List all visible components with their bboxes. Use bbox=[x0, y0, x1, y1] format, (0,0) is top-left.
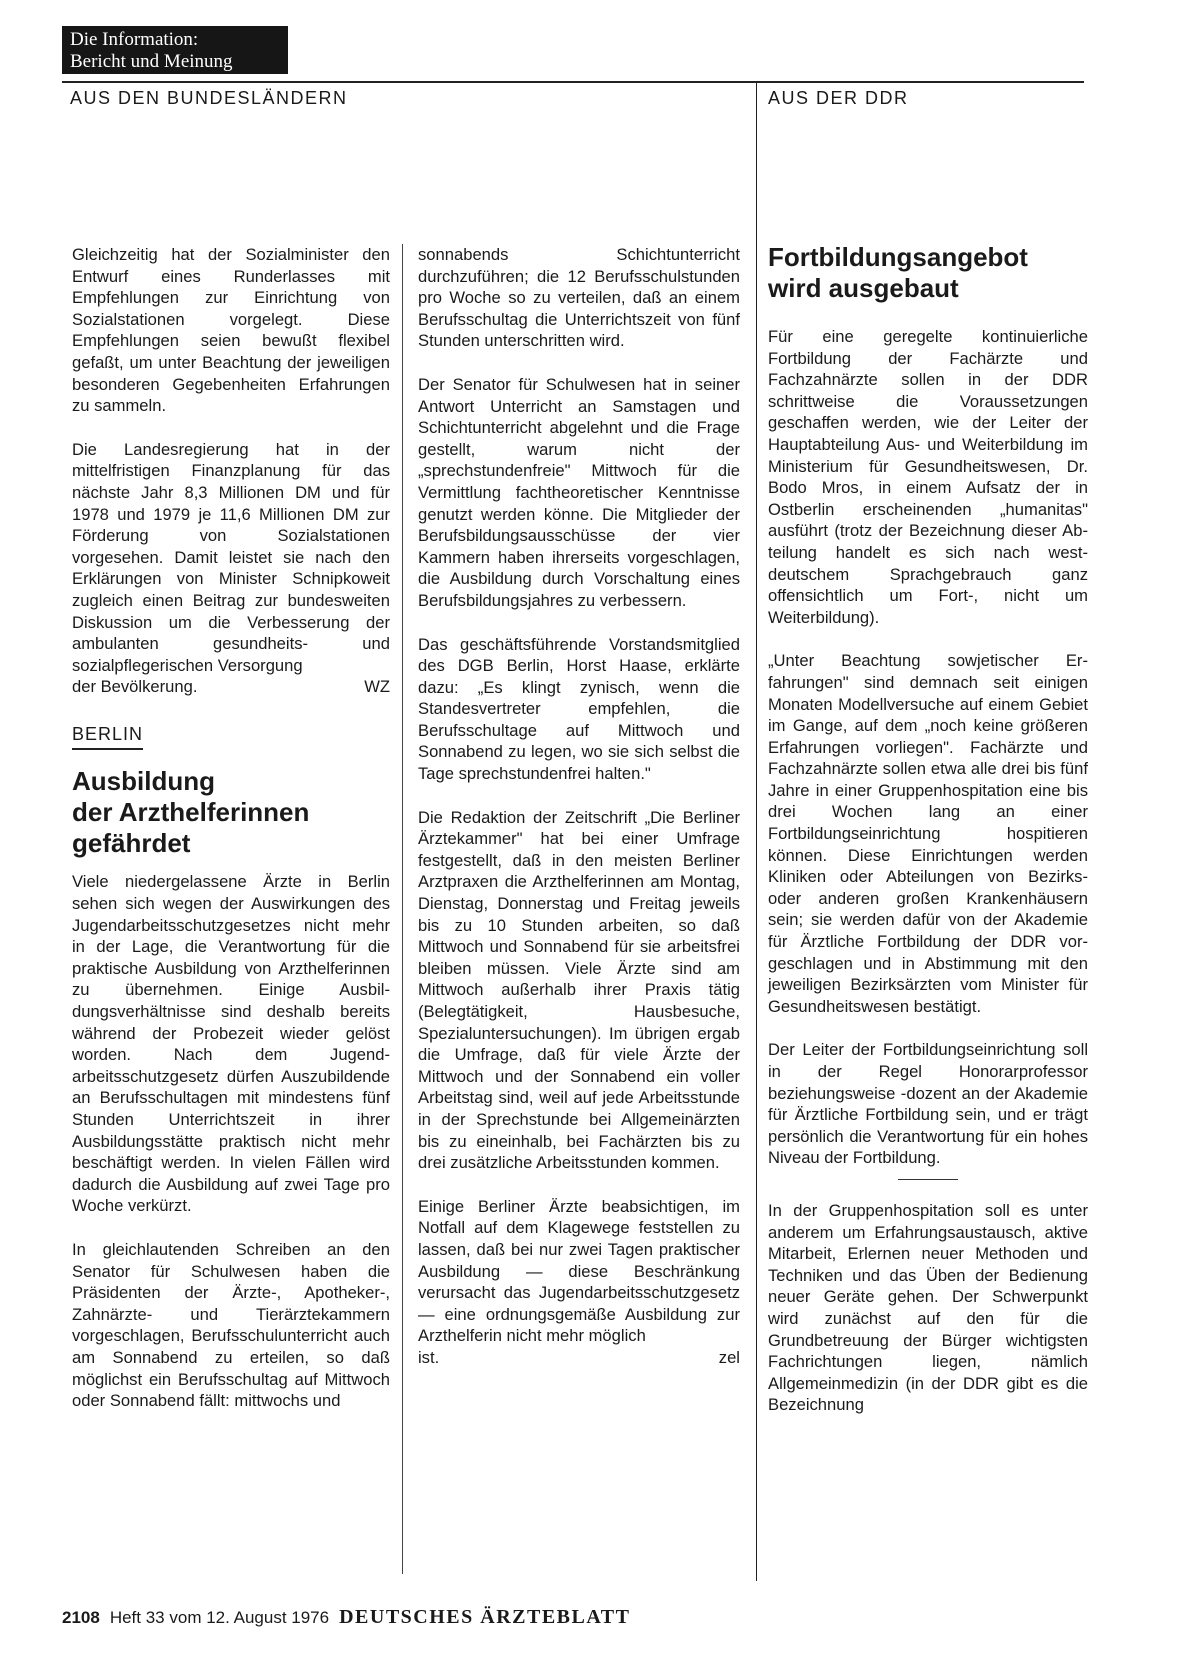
section-label-ddr: AUS DER DDR bbox=[768, 88, 909, 108]
paragraph: In der Gruppenhospitation soll es unter anderem um Erfahrungsaustausch, aktive Mitarbeit, Erlernen neuer Methoden und Techniken und das Üben der Bedienung neuer Geräte gehen. Der Schwerpunkt wird zunächst auf den für die Grundbetreuung der Bürger wichtigsten Fachrichtungen liegen, nämlich Allgemeinmedizin (in der DDR gibt es die Bezeichnung bbox=[768, 1200, 1088, 1415]
paragraph-closing-line bbox=[418, 1347, 740, 1369]
paragraph bbox=[72, 439, 390, 677]
article-headline-arzthelferinnen bbox=[72, 766, 390, 859]
article-headline-fortbildung bbox=[768, 242, 1088, 304]
headline-line: gefährdet bbox=[72, 828, 191, 859]
paragraph-separator bbox=[898, 1179, 958, 1180]
author-initials: WZ bbox=[364, 677, 390, 697]
paragraph: In gleichlautenden Schreiben an den Senator für Schulwesen haben die Präsidenten der Ärzte-, Apotheker-, Zahnärzte- und Tierärztekammern vorgeschlagen, Berufsschulunterricht auch am Sonnabend zu erteilen, so daß möglichst ein Berufsschultag auf Mittwoch oder Sonnabend fällt: mittwochs und bbox=[72, 1239, 390, 1411]
column-3 bbox=[768, 244, 1088, 1438]
top-rule bbox=[62, 81, 1084, 83]
paragraph: „Unter Beachtung sowjetischer Erfahrungen" sind demnach seit einigen Monaten Modellversuche auf einem Gebiet im Gange, auf dem „noch keine größeren Erfahrungen vorliegen". Fachärzte und Fachzahnärzte sollen etwa alle drei bis fünf Jahre in einer Gruppenhospitation eine bis drei Wochen lang an einer Fortbildungseinrichtung hospitieren können. Diese Einrichtungen werden Kliniken oder Abteilungen von Bezirks- oder anderen großen Krankenhäusern sein; sie werden dafür von der Akademie für Ärztliche Fortbildung der DDR vorgeschlagen und in Abstimmung mit den jeweiligen Bezirksärzten vom Minister für Gesundheitswesen bestätigt. bbox=[768, 651, 1088, 1016]
section-label-bundeslaender: AUS DEN BUNDESLÄNDERN bbox=[70, 88, 348, 108]
masthead bbox=[62, 26, 288, 74]
paragraph: Das geschäftsführende Vorstandsmitglied des DGB Berlin, Horst Haase, erklärte dazu: „Es klingt zynisch, wenn die Standesvertreter empfehlen, die Berufsschultage auf Mittwoch und Sonnabend zu legen, wo sie sich selbst die Tage sprechstundenfrei halten." bbox=[418, 634, 740, 784]
issue-info: Heft 33 vom 12. August 1976 bbox=[109, 1608, 330, 1627]
masthead-line-1: Die Information: bbox=[70, 29, 199, 50]
headline-line: wird ausgebaut bbox=[768, 273, 959, 303]
column-divider-middle bbox=[402, 244, 403, 1574]
column-divider-ddr bbox=[756, 81, 757, 1581]
paragraph-closing-line bbox=[72, 676, 390, 698]
paragraph-last-words: der Bevölkerung. bbox=[72, 677, 198, 697]
column-2 bbox=[418, 244, 740, 1369]
headline-line: der Arzthelferinnen bbox=[72, 797, 310, 828]
paragraph: Viele niedergelassene Ärzte in Berlin sehen sich wegen der Auswirkungen des Jugendarbeitsschutzgesetzes nicht mehr in der Lage, die Verantwortung für die praktische Ausbildung von Arzthelferinnen zu übernehmen. Einige Ausbildungsverhältnisse sind deshalb bereits während der Probezeit wieder gelöst worden. Nach dem Jugendarbeitsschutzgesetz dürfen Auszubildende an Berufsschultagen mit mindestens fünf Stunden Unterrichtszeit in ihrer Ausbildungsstätte praktisch nicht mehr beschäftigt werden. In vielen Fällen wird dadurch die Ausbildung auf zwei Tage pro Woche verkürzt. bbox=[72, 872, 390, 1216]
headline-line: Ausbildung bbox=[72, 766, 215, 797]
headline-line: Fortbildungsangebot bbox=[768, 242, 1028, 272]
paragraph: Die Redaktion der Zeitschrift „Die Berliner Ärztekammer" hat bei einer Umfrage festgestellt, daß in den meisten Berliner Arztpraxen die Arzthelferinnen am Montag, Dienstag, Donnerstag und Freitag jeweils bis zu 10 Stunden arbeiten, so daß Mittwoch und Sonnabend für sie arbeitsfrei bleiben müssen. Viele Ärzte sind am Mittwoch außerhalb ihrer Praxis tätig (Belegtätigkeit, Hausbesuche, Spezialuntersuchungen). Im übrigen ergab die Umfrage, daß für viele Ärzte der Mittwoch und der Sonnabend ein voller Arbeitstag sind, weil auf jede Arbeitsstunde in der Sprechstunde bei Allgemeinärzten bis zu eineinhalb, bei Fachärzten bis zu drei zusätzliche Arbeitsstunden kommen. bbox=[418, 807, 740, 1173]
paragraph: Für eine geregelte kontinuierliche Fortbildung der Fachärzte und Fachzahnärzte sollen in der DDR schrittweise die Voraussetzungen geschaffen werden, wie der Leiter der Hauptabteilung Aus- und Weiterbildung im Ministerium für Gesundheitswesen, Dr. Bodo Mros, in einem Aufsatz der in Ostberlin erscheinenden „humanitas" ausführt (trotz der Bezeichnung dieser Abteilung handelt es sich nach westdeutschem Sprachgebrauch ganz offensichtlich um Fort-, nicht um Weiterbildung). bbox=[768, 327, 1088, 627]
paragraph: sonnabends Schichtunterricht durchzuführen; die 12 Berufsschulstunden pro Woche so zu verteilen, daß an einem Berufsschultag die Unterrichtszeit von fünf Stunden unterschritten wird. bbox=[418, 245, 740, 351]
masthead-line-2: Bericht und Meinung bbox=[70, 51, 233, 72]
paragraph: Gleichzeitig hat der Sozialminister den Entwurf eines Runderlasses mit Empfehlungen zur Einrichtung von Sozialstationen vorgelegt. Diese Empfehlungen seien bewußt flexibel gefaßt, um unter Beachtung der jeweiligen besonderen Gegebenheiten Erfahrungen zu sammeln. bbox=[72, 245, 390, 416]
paragraph: Der Leiter der Fortbildungseinrichtung soll in der Regel Honorarprofessor beziehungsweise -dozent an der Akademie für Ärztliche Fortbildung sein, und er trägt persönlich die Verantwortung für ein hohes Niveau der Fortbildung. bbox=[768, 1040, 1088, 1168]
column-1 bbox=[72, 244, 390, 1434]
paragraph-text: Die Landesregierung hat in der mittelfristigen Finanzplanung für das nächste Jahr 8,3 Millionen DM und für 1978 und 1979 je 11,6 Millionen DM zur Förderung von Sozialstationen vorgesehen. Damit leistet sie nach den Erklärungen von Minister Schnipkoweit zugleich einen Beitrag zur bundesweiten Diskussion um die Verbesserung der ambulanten gesundheits- und sozialpflegerischen Versorgung bbox=[72, 439, 390, 675]
paragraph: Einige Berliner Ärzte beabsichtigen, im Notfall auf dem Klagewege feststellen zu lassen, daß bei nur zwei Tagen praktischer Ausbildung — diese Beschränkung verursacht das Jugendarbeitsschutzgesetz — eine ordnungsgemäße Ausbildung zur Arzthelferin nicht mehr möglich bbox=[418, 1196, 740, 1346]
subsection-label-berlin: BERLIN bbox=[72, 724, 143, 751]
author-initials: zel bbox=[718, 1347, 740, 1367]
journal-name: DEUTSCHES ÄRZTEBLATT bbox=[339, 1606, 631, 1628]
page-footer bbox=[62, 1606, 630, 1629]
paragraph: Der Senator für Schulwesen hat in seiner Antwort Unterricht an Samstagen und Schichtunterricht abgelehnt und die Frage gestellt, warum nicht der „sprechstundenfreie" Mittwoch für die Vermittlung fachtheoretischer Kenntnisse genutzt werden könne. Die Mitglieder der Berufsbildungsausschüsse der vier Kammern haben ihrerseits vorgeschlagen, die Ausbildung durch Vorschaltung eines Berufsbildungsjahres zu verbessern. bbox=[418, 374, 740, 610]
paragraph-last-words: ist. bbox=[418, 1347, 440, 1367]
page-number: 2108 bbox=[62, 1608, 100, 1627]
